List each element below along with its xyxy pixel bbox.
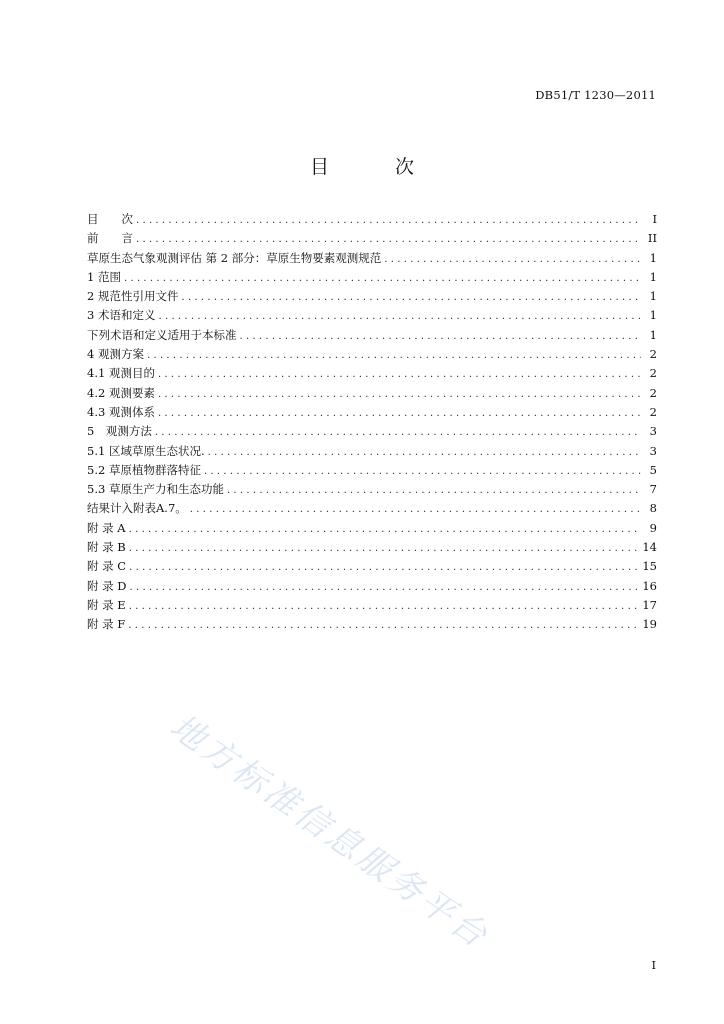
toc-entry-scope[interactable] <box>87 268 657 287</box>
toc-entry-terms-applicable[interactable] <box>87 326 657 345</box>
toc-entry-page: 1 <box>649 269 657 284</box>
toc-dot-leader <box>240 327 642 346</box>
toc-dot-leader <box>204 462 641 481</box>
toc-entry-page: 7 <box>649 482 657 497</box>
document-id: DB51/T 1230—2011 <box>535 88 656 102</box>
toc-entry-appendix-e[interactable] <box>87 596 657 615</box>
toc-entry-page: 9 <box>649 520 657 535</box>
toc-entry-page: 2 <box>649 385 657 400</box>
toc-entry-observation-system[interactable] <box>87 403 657 422</box>
toc-entry-label: 附 录 C <box>87 559 127 574</box>
toc-entry-results-table[interactable] <box>87 499 657 518</box>
toc-entry-page: 5 <box>649 462 657 477</box>
toc-entry-page: I <box>652 212 657 226</box>
toc-entry-foreword[interactable] <box>87 229 657 248</box>
toc-entry-page: 3 <box>649 443 657 458</box>
toc-entry-label: 4.2 观测要素 <box>87 385 155 400</box>
toc-entry-observation-purpose[interactable] <box>87 364 657 383</box>
toc-dot-leader <box>136 211 641 230</box>
toc-entry-observation-elements[interactable] <box>87 384 657 403</box>
toc-dot-leader <box>158 365 641 384</box>
toc-entry-plant-community[interactable] <box>87 461 657 480</box>
toc-dot-leader <box>128 616 641 635</box>
toc-entry-label: 结果计入附表A.7。 <box>87 501 187 516</box>
toc-entry-appendix-c[interactable] <box>87 557 657 576</box>
table-of-contents <box>87 210 657 635</box>
toc-entry-appendix-a[interactable] <box>87 519 657 538</box>
toc-dot-leader <box>181 288 641 307</box>
toc-entry-page: II <box>647 231 657 246</box>
watermark: 地方标准信息服务平台 <box>162 706 497 958</box>
toc-entry-label: 2 规范性引用文件 <box>87 289 179 304</box>
toc-title: 目 次 <box>309 156 445 178</box>
page-number: I <box>651 958 656 972</box>
toc-dot-leader <box>190 500 641 519</box>
toc-entry-page: 8 <box>649 501 657 516</box>
toc-dot-leader <box>129 520 641 539</box>
toc-entry-page: 15 <box>642 559 657 574</box>
toc-dot-leader <box>124 269 641 288</box>
toc-dot-leader <box>158 307 641 326</box>
toc-dot-leader <box>227 481 641 500</box>
toc-dot-leader <box>208 443 641 462</box>
toc-entry-page: 2 <box>649 347 657 362</box>
toc-entry-page: 14 <box>642 540 657 555</box>
toc-entry-observation-methods[interactable] <box>87 422 657 441</box>
toc-entry-appendix-d[interactable] <box>87 577 657 596</box>
toc-entry-observation-plan[interactable] <box>87 345 657 364</box>
toc-entry-appendix-b[interactable] <box>87 538 657 557</box>
toc-entry-page: 19 <box>642 617 657 632</box>
toc-entry-regional-grassland[interactable] <box>87 442 657 461</box>
toc-entry-label: 5 观测方法 <box>87 424 152 439</box>
toc-dot-leader <box>129 539 641 558</box>
toc-entry-label: 3 术语和定义 <box>87 308 156 323</box>
toc-entry-label: 5.2 草原植物群落特征 <box>87 462 201 477</box>
toc-entry-label: 5.3 草原生产力和生态功能 <box>87 482 224 497</box>
toc-entry-label: 目 次 <box>87 212 133 226</box>
toc-entry-label: 草原生态气象观测评估 第 2 部分：草原生物要素观测规范 <box>87 250 382 265</box>
toc-entry-contents[interactable] <box>87 210 657 229</box>
toc-entry-label: 4 观测方案 <box>87 347 144 362</box>
toc-entry-page: 2 <box>649 404 657 419</box>
toc-entry-label: 4.3 观测体系 <box>87 404 155 419</box>
toc-dot-leader <box>147 346 641 365</box>
toc-entry-productivity[interactable] <box>87 480 657 499</box>
toc-dot-leader <box>136 230 641 249</box>
toc-entry-label: 4.1 观测目的 <box>87 366 155 381</box>
toc-entry-page: 1 <box>649 308 657 323</box>
toc-entry-label: 5.1 区域草原生态状况. <box>87 443 205 458</box>
toc-dot-leader <box>155 423 641 442</box>
toc-dot-leader <box>130 578 641 597</box>
toc-entry-label: 前 言 <box>87 231 133 246</box>
toc-entry-label: 附 录 D <box>87 578 127 593</box>
toc-entry-normative-references[interactable] <box>87 287 657 306</box>
toc-entry-label: 附 录 E <box>87 597 126 612</box>
toc-dot-leader <box>129 558 641 577</box>
toc-dot-leader <box>384 250 641 269</box>
toc-entry-page: 2 <box>649 366 657 381</box>
toc-entry-page: 16 <box>642 578 657 593</box>
toc-dot-leader <box>129 597 641 616</box>
toc-entry-appendix-f[interactable] <box>87 615 657 634</box>
toc-entry-terms-definitions[interactable] <box>87 306 657 325</box>
toc-entry-label: 附 录 F <box>87 617 126 632</box>
toc-entry-page: 1 <box>649 327 657 342</box>
toc-dot-leader <box>158 404 641 423</box>
toc-entry-page: 17 <box>642 597 657 612</box>
toc-entry-page: 1 <box>649 250 657 265</box>
toc-entry-label: 1 范围 <box>87 269 121 284</box>
toc-entry-label: 附 录 B <box>87 540 126 555</box>
toc-dot-leader <box>158 385 641 404</box>
toc-entry-page: 3 <box>649 424 657 439</box>
toc-entry-page: 1 <box>649 289 657 304</box>
toc-entry-label: 下列术语和定义适用于本标准 <box>87 327 237 342</box>
toc-entry-label: 附 录 A <box>87 520 126 535</box>
toc-entry-standard-title[interactable] <box>87 249 657 268</box>
